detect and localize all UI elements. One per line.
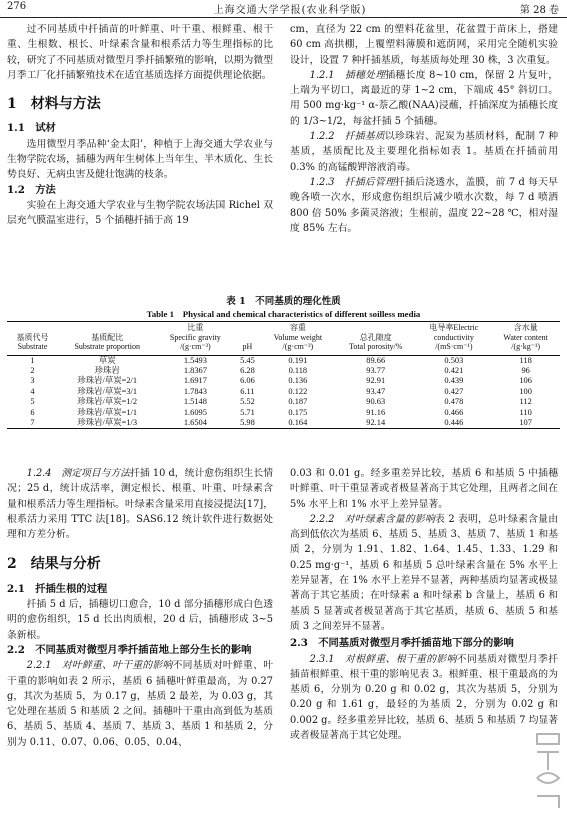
left-column-bottom: [7, 466, 273, 750]
left-column-top: [7, 22, 273, 229]
table-header-cell: [335, 322, 416, 356]
substrate-properties-table: [7, 321, 560, 429]
header-line: Water content: [503, 332, 548, 342]
table-cell: 珍珠岩/草炭=1/3: [77, 417, 138, 427]
table-cell: 1.6504: [183, 417, 207, 427]
section-1-heading: 1 材料与方法: [7, 96, 101, 113]
table-cell: 1.5148: [183, 397, 207, 407]
paragraph-1-2-3: 扦插后浇透水，盖膜，前 7 d 每天早晚各喷一次水，形成愈伤组织后减少喷水次数，每 7 d 喷洒 800 倍 50% 多菌灵溶液；生根前，温度 22~28 ℃，相对湿度 85% 左右。: [290, 176, 558, 234]
table-caption-cn: 表 1 不同基质的理化性质: [226, 296, 341, 307]
table-cell: 珍珠岩/草炭=1/2: [77, 397, 138, 407]
right-column-top: [290, 22, 558, 236]
table-cell: 90.63: [366, 397, 386, 407]
table-cell: 5.45: [240, 355, 255, 365]
page-number: 276: [7, 1, 27, 12]
header-line: /(g·kg⁻¹): [511, 342, 541, 351]
paragraph-1-2-1: 插穗长度 8~10 cm，保留 2 片复叶，上端为平切口，离最近的芽 1~2 cm，下端成 45° 斜切口。用 500 mg·kg⁻¹ α-萘乙酸(NAA)浸蘸，扦插深度为插穗长度的 1/3~1/2，每盆扦插 5 个插穗。: [290, 69, 558, 127]
table-cell: 0.427: [444, 386, 464, 396]
table-cell: 5.98: [240, 417, 255, 427]
table-header-cell: [234, 322, 260, 356]
header-line: Specific gravity: [169, 332, 221, 342]
section-2-heading: 2 结果与分析: [7, 556, 101, 573]
table-header-cell: [416, 322, 491, 356]
heading-1-2-4: 1.2.4 测定项目与方法: [26, 468, 131, 479]
table-cell: 2: [30, 365, 35, 375]
table-row: [7, 366, 560, 376]
paragraph-2-3-1: 不同基质对微型月季扦插苗根鲜重、根干重的影响见表 3。根鲜重、根干重最高的为基质 6，分别为 0.20 g 和 0.02 g，其次为基质 5，分别为 0.20 g 和 1.61 g，最轻的为基质 2，分别为 0.02 g 和 0.002 g。经多重差异比较，基质 6、基质 5 和基质 7 均显著或者极显著高于其它处理。: [290, 653, 558, 742]
table-row: [7, 376, 560, 386]
table-cell: 93.47: [366, 386, 386, 396]
heading-2-1: 2.1 扦插生根的过程: [7, 582, 108, 595]
header-line: /(g·cm⁻³): [282, 342, 314, 351]
table-header-cell: [491, 322, 560, 356]
heading-1-2-1: 1.2.1 插穗处理: [309, 69, 386, 81]
heading-1-1: 1.1 试材: [7, 122, 56, 135]
table-cell: 3: [30, 376, 35, 386]
table-cell: 0.503: [444, 355, 464, 365]
table-cell: 89.66: [366, 355, 386, 365]
paragraph-1-2-2: 以珍珠岩、泥炭为基质材料，配制 7 种基质，基质配比及主要理化指标如表 1。基质在扦插前用 0.3% 的高锰酸钾溶液消毒。: [290, 131, 558, 173]
table-cell: 7: [30, 417, 35, 427]
paragraph-1-1: 选用微型月季品种‘金太阳’，种植于上海交通大学农业与生物学院农场，插穗为两年生树体上当年生、半木质化、生长势良好、无病虫害及健壮饱满的枝条。: [7, 138, 273, 181]
header-line: 含水量: [513, 323, 538, 332]
header-line: /(mS·cm⁻¹): [435, 342, 473, 351]
table-cell: 100: [519, 386, 532, 396]
table-cell: 0.446: [444, 417, 464, 427]
table-cell: 1.6095: [183, 407, 207, 417]
table-cell: 0.187: [288, 397, 308, 407]
heading-1-2-3: 1.2.3 扦插后管理: [309, 176, 396, 188]
paragraph-2-2-2: 表 2 表明，总叶绿素含量由高到低依次为基质 6、基质 5、基质 3、基质 7、基质 1 和基质 2，分别为 1.91、1.82、1.64、1.45、1.33、1.29 和 0.25 mg·g⁻¹，基质 6 和基质 5 总叶绿素含量在 5% 水平上差异显著，在 1% 水平上差异不显著，两种基质均显著或极显著高于其它基质；在叶绿素 a 和叶绿素 b 含量上，基质 6 和基质 5 显著或者极显著高于其它基质，基质 6、基质 5 和基质 3 之间差异不显著。: [290, 513, 558, 632]
table-cell: 5: [30, 397, 35, 407]
table-1: [7, 293, 560, 429]
table-cell: 6: [30, 407, 35, 417]
table-cell: 1: [30, 355, 35, 365]
journal-title: 上海交通大学学报(农业科学版): [213, 5, 367, 16]
watermark-mark: [531, 724, 565, 814]
table-header-cell: [58, 322, 157, 356]
table-row: [7, 355, 560, 366]
table-cell: 107: [519, 417, 532, 427]
table-cell: 96: [521, 365, 530, 375]
header-line: Volume weight: [273, 332, 323, 342]
table-cell: 珍珠岩/草炭=2/1: [77, 376, 138, 386]
paragraph-2-2-1: 不同基质对叶鲜重、叶干重的影响如表 2 所示，基质 6 插穗叶鲜重最高，为 0.27 g，其次为基质 5，为 0.17 g，基质 2 最差，为 0.03 g，其它处理在基质 5 和基质 2 之间。插穗叶干重由高到低为基质 6、基质 5、基质 4、基质 7、基质 3、基质 1 和基质 2，分别为 0.11、0.07、0.06、0.05、0.04、: [7, 660, 273, 748]
table-cell: 112: [519, 397, 532, 407]
table-row: [7, 408, 560, 418]
table-cell: 1.7843: [183, 386, 207, 396]
heading-2-3-1: 2.3.1 对根鲜重、根干重的影响: [309, 653, 457, 665]
table-cell: 6.11: [240, 386, 255, 396]
table-header-row: [7, 322, 560, 356]
heading-2-2-1: 2.2.1 对叶鲜重、叶干重的影响: [26, 660, 173, 672]
table-cell: 0.421: [444, 365, 464, 375]
table-cell: 91.16: [366, 407, 386, 417]
right-column-bottom: [290, 466, 558, 743]
table-cell: 106: [519, 376, 532, 386]
table-caption-en: Table 1 Physical and chemical characteristics of different soilless media: [146, 309, 421, 319]
table-cell: 0.118: [288, 365, 308, 375]
table-cell: 0.466: [444, 407, 464, 417]
header-line: Substrate: [17, 342, 48, 351]
heading-2-3: 2.3 不同基质对微型月季扦插苗地下部分的影响: [290, 637, 514, 650]
header-line: 总孔隙度: [359, 332, 392, 342]
header-line: conductivity: [433, 332, 474, 342]
table-cell: 93.77: [366, 365, 386, 375]
table-cell: 珍珠岩/草炭=1/1: [77, 407, 138, 417]
table-cell: 6.28: [240, 365, 255, 375]
table-cell: 1.8367: [183, 365, 207, 375]
table-cell: 珍珠岩: [94, 365, 120, 375]
table-cell: 1.6917: [183, 376, 207, 386]
table-header-cell: [261, 322, 335, 356]
table-cell: 0.439: [444, 376, 464, 386]
header-line: 基质代号: [16, 332, 49, 342]
heading-2-2: 2.2 不同基质对微型月季扦插苗地上部分生长的影响: [7, 643, 252, 656]
table-cell: 1.5493: [183, 355, 207, 365]
table-header-cell: [7, 322, 58, 356]
paragraph-continued-2: 0.03 和 0.01 g。经多重差异比较，基质 6 和基质 5 中插穗叶鲜重、叶干重显著或者极显著高于其它处理，且两者之间在 5% 水平上和 1% 水平上差异显著。: [290, 468, 558, 510]
heading-1-2-2: 1.2.2 扦插基质: [309, 131, 385, 143]
table-cell: 5.71: [240, 407, 255, 417]
table-header-cell: [157, 322, 235, 356]
table-cell: 4: [30, 386, 35, 396]
running-header: [0, 0, 567, 18]
table-cell: 92.14: [366, 417, 386, 427]
header-line: /(g·cm⁻³): [180, 342, 211, 351]
paragraph-1-2-4: 扦插 10 d，统计愈伤组织生长情况；25 d，统计成活率，测定根长、根重、叶重、叶绿素含量和根系活力等生理指标。叶绿素含量采用直接浸提法[17]，根系活力采用 TTC 法[18]。SAS6.12 统计软件进行数据处理和方差分析。: [7, 468, 273, 541]
header-line: 容重: [289, 323, 306, 332]
header-line: 基质配比: [91, 332, 124, 342]
intro-paragraph: 过不同基质中扦插苗的叶鲜重、叶干重、根鲜重、根干重、生根数、根长、叶绿素含量和根系活力等生理指标的比较，研究了不同基质对微型月季扦插繁殖的影响，以期为微型月季工厂化扦插繁殖技术在适宜基质选择方面提供理论依据。: [7, 24, 273, 81]
table-cell: 6.06: [240, 376, 255, 386]
header-line: Substrate proportion: [74, 342, 141, 351]
paragraph-continued: cm，直径为 22 cm 的塑料花盆里，花盆置于苗床上，搭建 60 cm 高拱棚，上覆塑料薄膜和遮荫网，采用完全随机实验设计，设置 7 种扦插基质，每基质每处理 30 株，3 次重复。: [290, 24, 558, 66]
header-line: 比重: [187, 323, 204, 332]
table-cell: 0.175: [288, 407, 308, 417]
header-line: Total porosity/%: [349, 342, 403, 351]
paragraph-2-1: 扦插 5 d 后，插穗切口愈合，10 d 部分插穗形成白色透明的愈伤组织，15 d 长出肉质根，20 d 后，插穗形成 3~5 条新根。: [7, 599, 273, 641]
volume-label: 第 28 卷: [519, 5, 559, 16]
table-cell: 0.122: [288, 386, 308, 396]
table-cell: 0.136: [288, 376, 308, 386]
table-cell: 118: [519, 355, 532, 365]
heading-1-2: 1.2 方法: [7, 183, 56, 196]
table-cell: 110: [519, 407, 532, 417]
table-body: [7, 355, 560, 429]
table-cell: 草炭: [98, 355, 116, 365]
heading-2-2-2: 2.2.2 对叶绿素含量的影响: [309, 513, 436, 525]
table-cell: 0.191: [288, 355, 308, 365]
paragraph-1-2: 实验在上海交通大学农业与生物学院农场法国 Richel 双层充气膜温室进行，5 个插穗扦插于高 19: [7, 199, 273, 227]
header-line: pH: [242, 342, 253, 351]
table-cell: 珍珠岩/草炭=3/1: [77, 386, 138, 396]
table-row: [7, 418, 560, 429]
table-cell: 92.91: [366, 376, 386, 386]
table-row: [7, 397, 560, 407]
table-cell: 5.52: [240, 397, 255, 407]
table-cell: 0.164: [288, 417, 308, 427]
header-line: 电导率Electric: [429, 323, 479, 332]
table-cell: 0.478: [444, 397, 464, 407]
table-row: [7, 387, 560, 397]
